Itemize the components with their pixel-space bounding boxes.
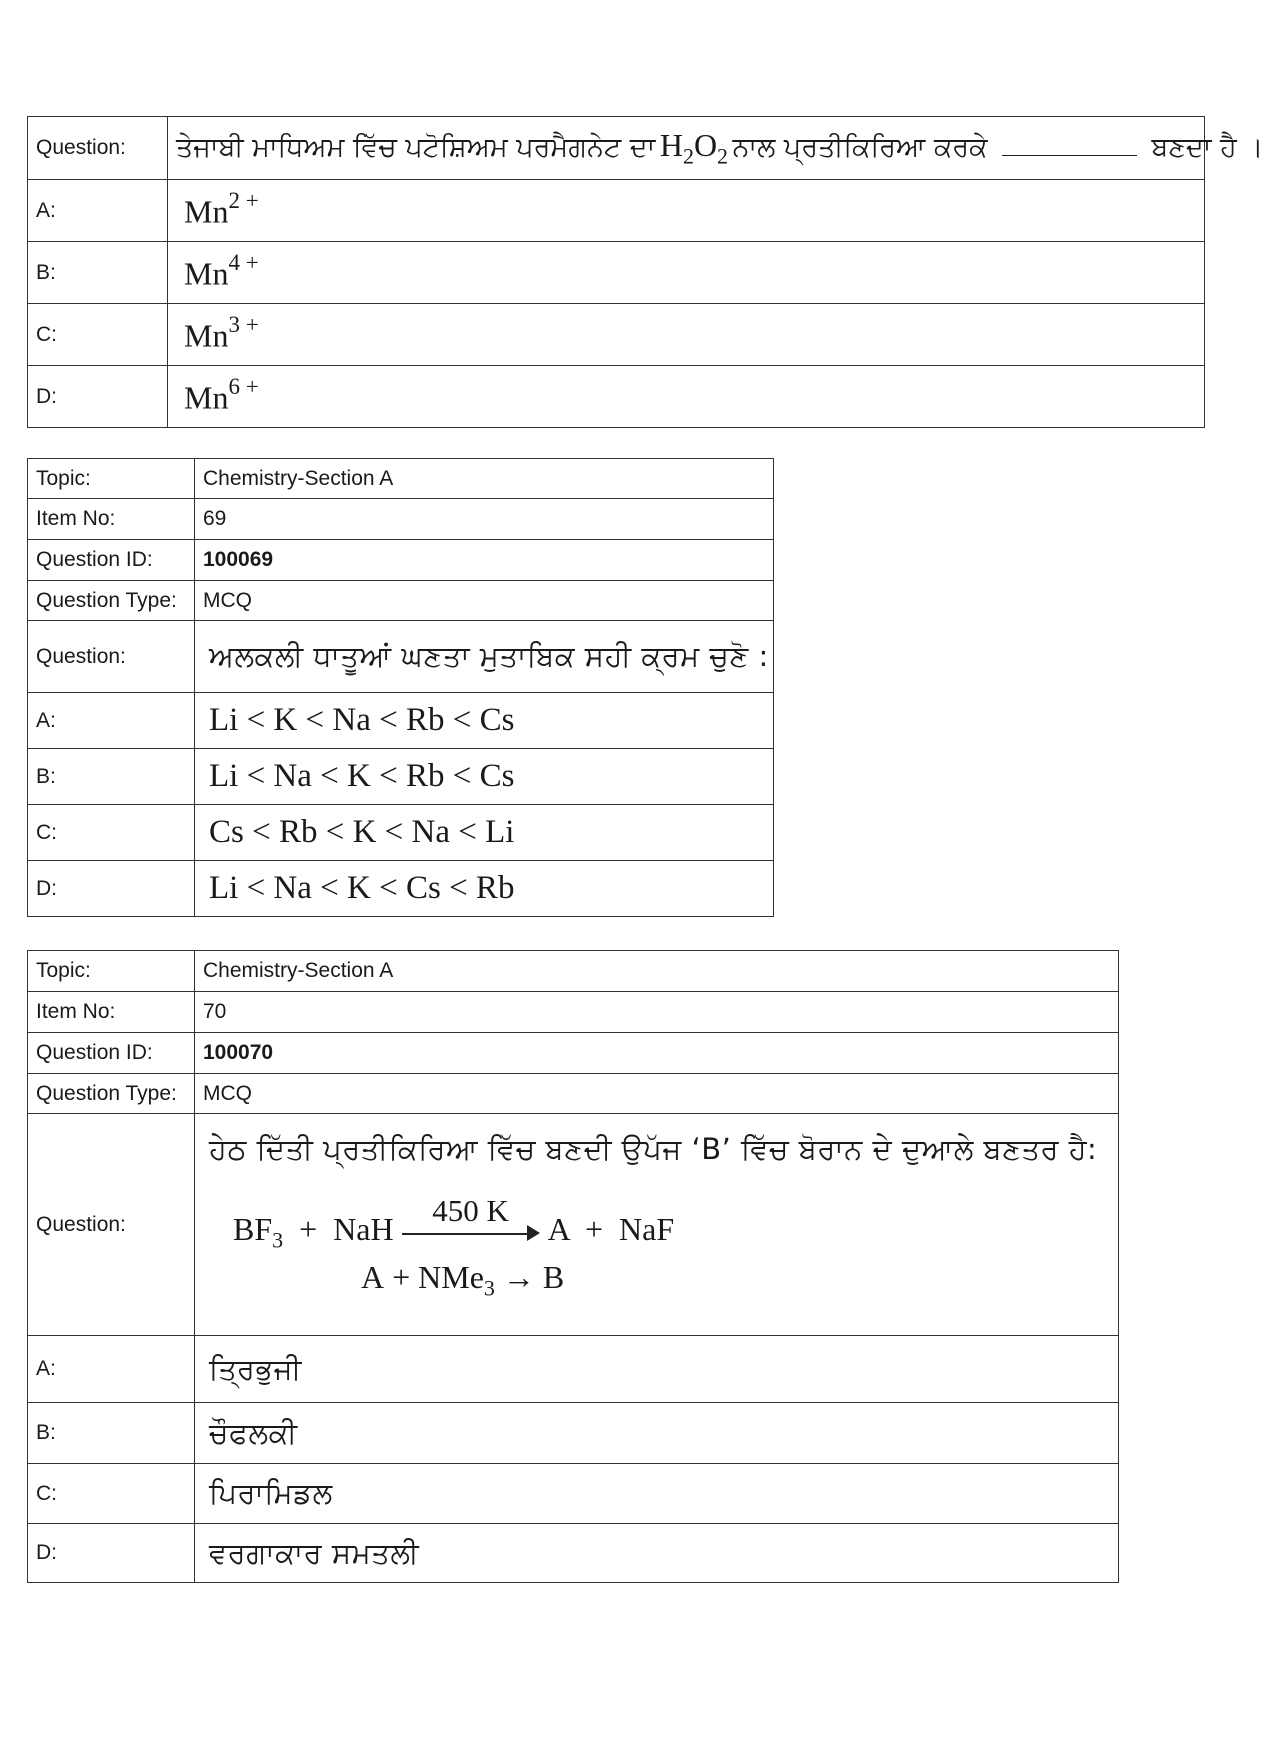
option-row-b xyxy=(28,749,774,805)
option-text: Li < K < Na < Rb < Cs xyxy=(195,693,774,749)
option-row-a xyxy=(28,1336,1119,1403)
item-no-value: 70 xyxy=(195,992,1119,1033)
option-text: $Mn^{6 +}$ xyxy=(168,366,1205,428)
item-no-row xyxy=(28,992,1119,1033)
option-label: A: xyxy=(28,180,168,242)
option-label: C: xyxy=(28,304,168,366)
option-text: $Mn^{3 +}$ xyxy=(168,304,1205,366)
option-label: B: xyxy=(28,749,195,805)
option-text: $Mn^{4 +}$ xyxy=(168,242,1205,304)
option-row-b xyxy=(28,1403,1119,1464)
option-label: D: xyxy=(28,861,195,917)
option-text: $Mn^{2 +}$ xyxy=(168,180,1205,242)
option-row-c xyxy=(28,1464,1119,1524)
topic-row xyxy=(28,951,1119,992)
item-no-label: Item No: xyxy=(28,499,195,540)
question-row xyxy=(28,621,774,693)
question-row xyxy=(28,1114,1119,1336)
option-label: A: xyxy=(28,693,195,749)
topic-label: Topic: xyxy=(28,459,195,499)
question-id-label: Question ID: xyxy=(28,1033,195,1074)
option-row-d xyxy=(28,861,774,917)
question-id-value: 100069 xyxy=(195,540,774,581)
question-id-row xyxy=(28,1033,1119,1074)
option-label: B: xyxy=(28,242,168,304)
option-label: A: xyxy=(28,1336,195,1403)
question-type-row xyxy=(28,581,774,621)
topic-value: Chemistry-Section A xyxy=(195,951,1119,992)
question-text xyxy=(168,117,1263,180)
option-text: Cs < Rb < K < Na < Li xyxy=(195,805,774,861)
option-row-c xyxy=(28,304,1205,366)
option-row-a xyxy=(28,180,1205,242)
option-label: D: xyxy=(28,1524,195,1583)
topic-label: Topic: xyxy=(28,951,195,992)
item-no-label: Item No: xyxy=(28,992,195,1033)
h2o2-formula: $H_2O_2$ xyxy=(659,126,729,169)
question-68-table xyxy=(27,116,1263,428)
topic-value: Chemistry-Section A xyxy=(195,459,774,499)
option-text: ਚੌਫਲਕੀ xyxy=(195,1403,1119,1464)
question-type-row xyxy=(28,1074,1119,1114)
question-70-table xyxy=(27,950,1119,1583)
option-row-b xyxy=(28,242,1205,304)
question-text: ਹੇਠ ਦਿੱਤੀ ਪ੍ਰਤੀਕਿਰਿਆ ਵਿੱਚ ਬਣਦੀ ਉਪੱਜ ‘B’ ਵਿੱਚ ਬੋਰਾਨ ਦੇ ਦੁਆਲੇ ਬਣਤਰ ਹੈ: xyxy=(209,1132,1098,1166)
question-id-row xyxy=(28,540,774,581)
question-text-pre: ਤੇਜਾਬੀ ਮਾਧਿਅਮ ਵਿੱਚ ਪਟੋਸ਼ਿਅਮ ਪਰਮੈਗਨੇਟ ਦਾ xyxy=(176,131,656,163)
question-row xyxy=(28,117,1205,180)
item-no-value: 69 xyxy=(195,499,774,540)
option-text: Li < Na < K < Cs < Rb xyxy=(195,861,774,917)
question-body xyxy=(195,1114,1119,1336)
option-text: ਤ੍ਰਿਭੁਜੀ xyxy=(195,1336,1119,1403)
option-text: ਵਰਗਾਕਾਰ ਸਮਤਲੀ xyxy=(195,1524,1119,1583)
question-69-table xyxy=(27,458,774,917)
question-type-value: MCQ xyxy=(195,581,774,621)
question-text: ਅਲਕਲੀ ਧਾਤੂਆਂ ਘਣਤਾ ਮੁਤਾਬਿਕ ਸਹੀ ਕ੍ਰਮ ਚੁਣੋ : xyxy=(195,621,774,693)
reaction-equations xyxy=(209,1192,1118,1301)
question-type-label: Question Type: xyxy=(28,581,195,621)
question-label: Question: xyxy=(28,117,168,180)
option-row-c xyxy=(28,805,774,861)
option-label: C: xyxy=(28,1464,195,1524)
option-label: C: xyxy=(28,805,195,861)
question-label: Question: xyxy=(28,621,195,693)
question-id-label: Question ID: xyxy=(28,540,195,581)
reaction-2: A + NMe$_3$ → B xyxy=(361,1259,565,1301)
answer-blank xyxy=(1002,135,1137,156)
question-text-post: ਨਾਲ ਪ੍ਰਤੀਕਿਰਿਆ ਕਰਕੇ xyxy=(732,131,988,163)
question-type-label: Question Type: xyxy=(28,1074,195,1114)
option-label: D: xyxy=(28,366,168,428)
reaction-condition: 450 K xyxy=(432,1192,509,1228)
option-row-a xyxy=(28,693,774,749)
option-text: ਪਿਰਾਮਿਡਲ xyxy=(195,1464,1119,1524)
question-type-value: MCQ xyxy=(195,1074,1119,1114)
option-text: Li < Na < K < Rb < Cs xyxy=(195,749,774,805)
item-no-row xyxy=(28,499,774,540)
topic-row xyxy=(28,459,774,499)
question-id-value: 100070 xyxy=(195,1033,1119,1074)
option-label: B: xyxy=(28,1403,195,1464)
question-text-end: ਬਣਦਾ ਹੈ । xyxy=(1151,131,1263,163)
reaction-1: $BF_3$ + NaH 450 K A + NaF xyxy=(233,1192,675,1253)
option-row-d xyxy=(28,1524,1119,1583)
option-row-d xyxy=(28,366,1205,428)
question-label: Question: xyxy=(28,1114,195,1336)
